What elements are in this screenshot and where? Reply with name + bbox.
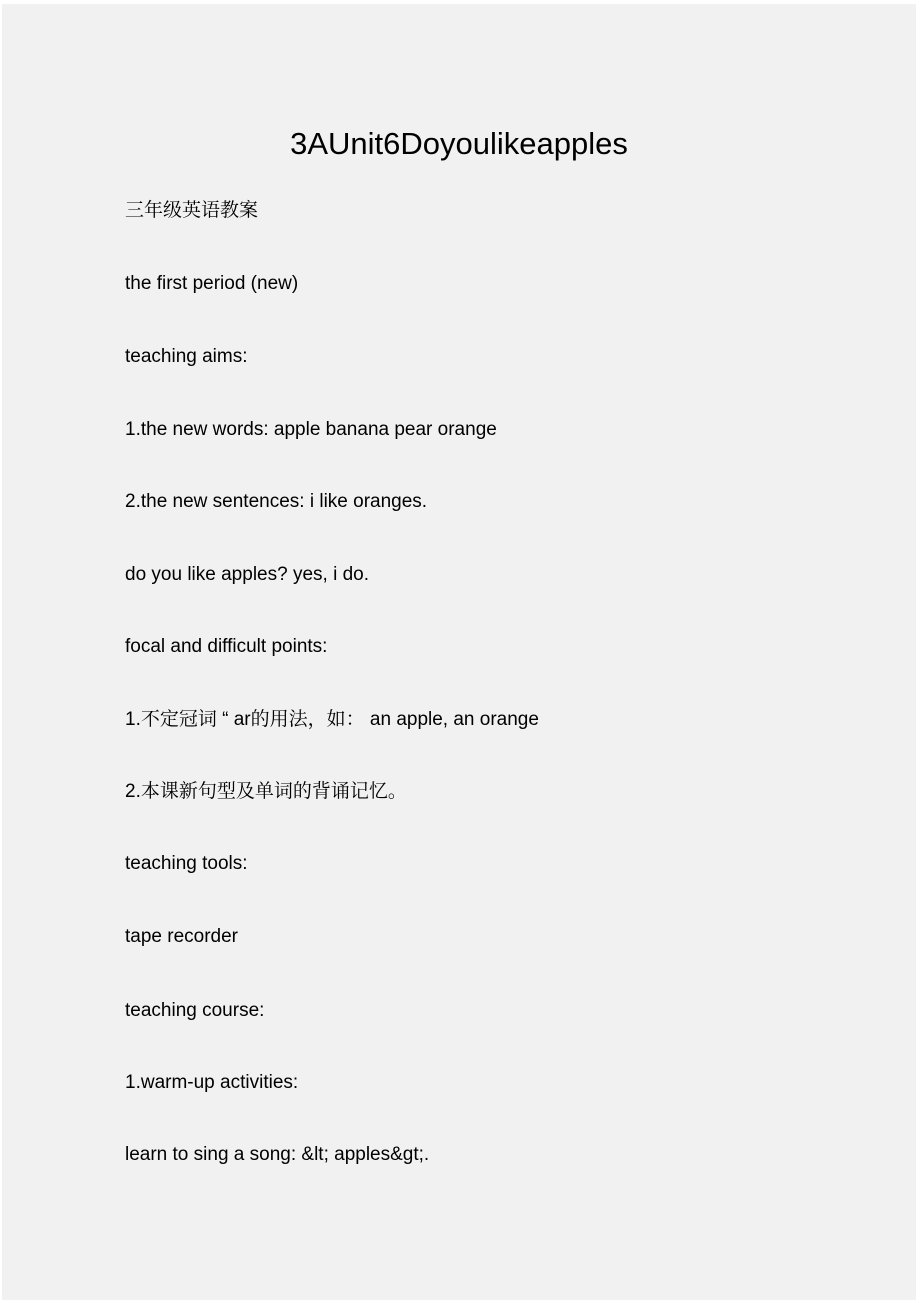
text-line-warmup: 1.warm-up activities: — [125, 1072, 299, 1093]
text-line-tools-item: tape recorder — [125, 926, 239, 947]
text-line-subtitle: 三年级英语教案 — [125, 200, 259, 221]
text-line-sentence-2: do you like apples? yes, i do. — [125, 564, 369, 585]
document-title: 3AUnit6Doyoulikeapples — [290, 126, 628, 161]
text-line-tools-heading: teaching tools: — [125, 853, 248, 874]
text-line-song: learn to sing a song: &lt; apples&gt;. — [125, 1144, 430, 1165]
text-line-aims-heading: teaching aims: — [125, 346, 248, 367]
text-line-new-sentences: 2.the new sentences: i like oranges. — [125, 491, 428, 512]
document-page — [2, 4, 916, 1300]
text-line-period: the first period (new) — [125, 273, 299, 294]
text-line-new-words: 1.the new words: apple banana pear orange — [125, 419, 497, 440]
text-line-focal-heading: focal and difficult points: — [125, 636, 328, 657]
text-line-focal-1: 1.不定冠词 “ ar的用法，如： an apple, an orange — [125, 709, 539, 730]
text-line-focal-2: 2.本课新句型及单词的背诵记忆。 — [125, 781, 407, 802]
text-line-course-heading: teaching course: — [125, 1000, 265, 1021]
